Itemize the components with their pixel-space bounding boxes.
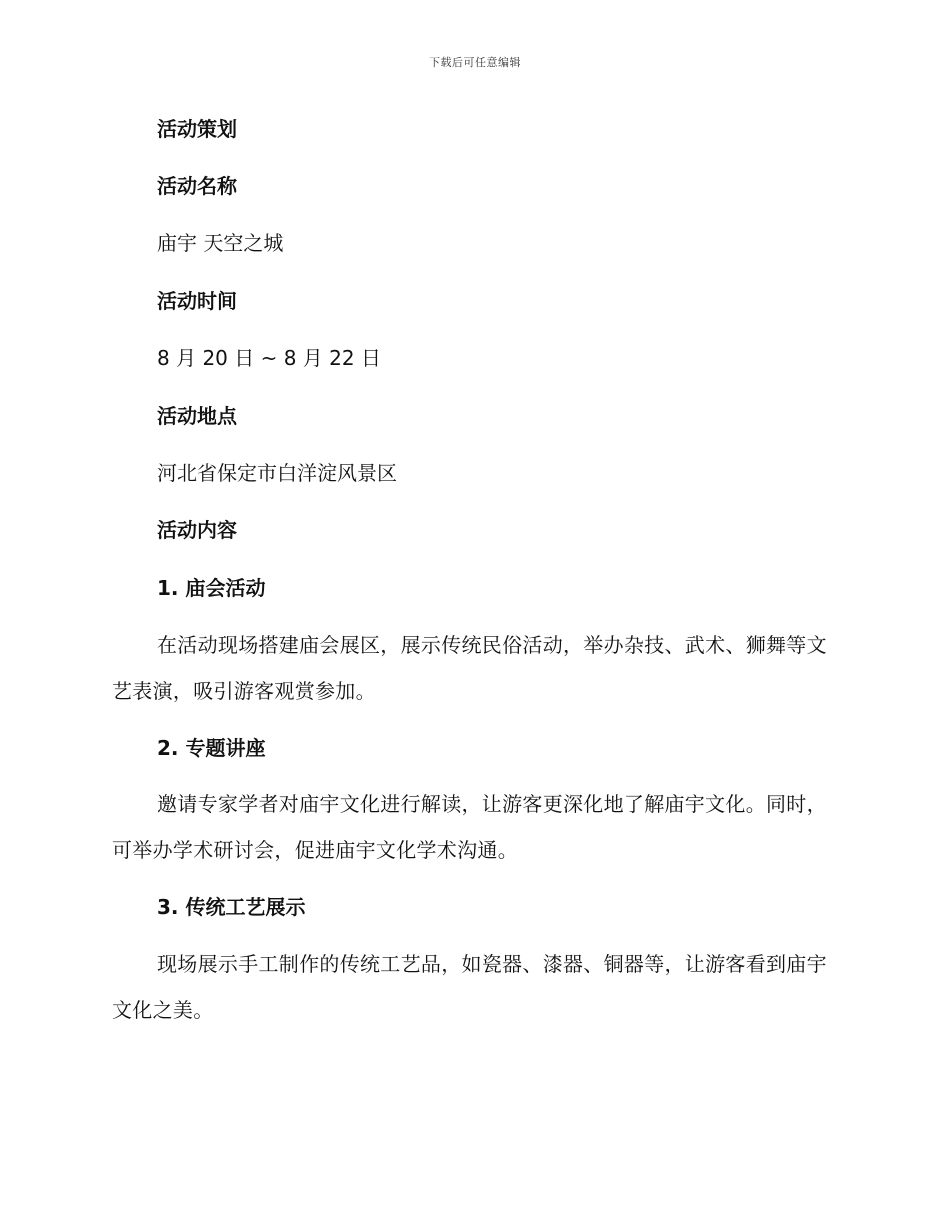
content-item-text-3: 现场展示手工制作的传统工艺品，如瓷器、漆器、铜器等，让游客看到庙宇文化之美。	[112, 952, 827, 1022]
section-value-name: 庙宇 天空之城	[157, 231, 284, 255]
document-title: 活动策划	[157, 117, 237, 141]
section-heading-place: 活动地点	[157, 404, 237, 428]
content-item-heading-1: 1. 庙会活动	[157, 576, 266, 600]
section-value-time: 8 月 20 日 ~ 8 月 22 日	[157, 346, 381, 370]
content-item-heading-3: 3. 传统工艺展示	[157, 895, 306, 919]
section-heading-time: 活动时间	[157, 289, 237, 313]
header-note: 下载后可任意编辑	[429, 56, 521, 69]
section-heading-name: 活动名称	[157, 174, 237, 198]
content-item-text-1: 在活动现场搭建庙会展区，展示传统民俗活动，举办杂技、武术、狮舞等文艺表演，吸引游客观赏参加。	[112, 633, 827, 703]
content-item-heading-2: 2. 专题讲座	[157, 736, 266, 760]
section-heading-content: 活动内容	[157, 518, 237, 542]
section-value-place: 河北省保定市白洋淀风景区	[157, 461, 397, 485]
content-item-text-2: 邀请专家学者对庙宇文化进行解读，让游客更深化地了解庙宇文化。同时，可举办学术研讨会，促进庙宇文化学术沟通。	[112, 792, 827, 862]
